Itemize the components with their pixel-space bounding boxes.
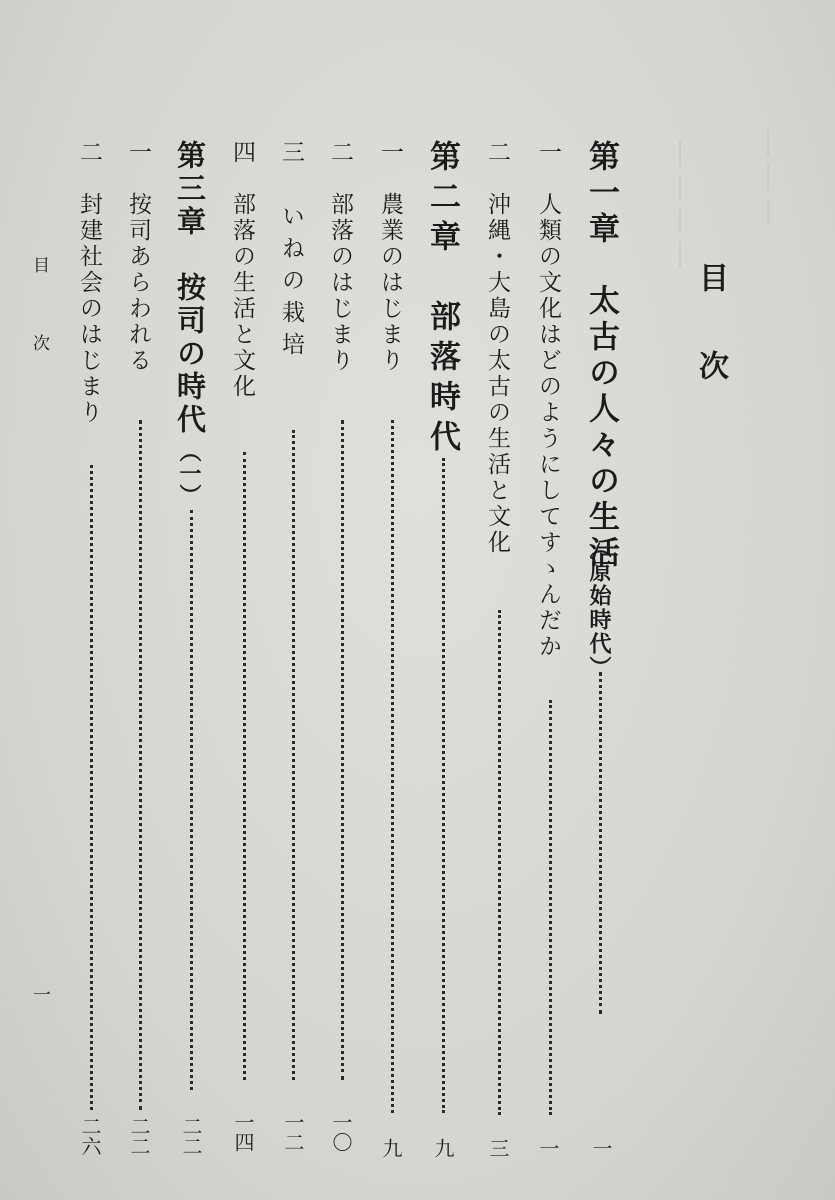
section-item: 二 沖縄・大島の太古の生活と文化: [484, 140, 510, 556]
leader-dots: [442, 458, 445, 1113]
page-number: 二六: [78, 1116, 102, 1156]
page-number: 二二: [179, 1116, 203, 1156]
chapter-heading: 第三章 按司の時代: [173, 140, 207, 437]
leader-dots: [341, 420, 344, 1080]
leader-dots: [498, 610, 501, 1115]
page-number: 一四: [231, 1112, 255, 1152]
section-item: 二 部落のはじまり: [327, 140, 353, 374]
show-through-text: ＿＿＿＿: [675, 140, 705, 276]
section-item: 二 封建社会のはじまり: [76, 140, 102, 426]
leader-dots: [292, 430, 295, 1080]
page-number: 一〇: [329, 1112, 353, 1152]
page-number: 九: [431, 1138, 455, 1158]
leader-dots: [190, 510, 193, 1090]
section-item: 四 部落の生活と文化: [229, 140, 255, 400]
chapter-heading: 第一章 太古の人々の生活: [583, 140, 619, 572]
leader-dots: [243, 452, 246, 1080]
page-number: 九: [379, 1138, 403, 1158]
chapter-heading-note: （原始時代）: [586, 536, 612, 680]
page-number: 三: [486, 1138, 510, 1158]
chapter-heading-note: （一）: [176, 440, 202, 506]
toc-title: 目 次: [693, 262, 728, 394]
leader-dots: [139, 420, 142, 1110]
page-number: 一二: [281, 1112, 305, 1152]
section-item: 一 農業のはじまり: [377, 140, 403, 374]
page-number: 二二: [127, 1116, 151, 1156]
page-folio: 一: [30, 985, 51, 1003]
page-number: 一: [589, 1138, 613, 1158]
leader-dots: [391, 420, 394, 1113]
chapter-heading: 第二章 部落時代: [424, 140, 460, 460]
section-item: 一 人類の文化はどのようにしてすゝんだか: [535, 140, 561, 660]
section-item: 三 いねの栽培: [278, 140, 304, 364]
leader-dots: [90, 465, 93, 1110]
section-item: 一 按司あらわれる: [125, 140, 151, 374]
show-through-text: ＿＿＿: [763, 130, 793, 232]
page-number: 一: [536, 1138, 560, 1158]
leader-dots: [549, 700, 552, 1115]
running-head: 目 次: [29, 256, 49, 373]
leader-dots: [599, 672, 602, 1014]
